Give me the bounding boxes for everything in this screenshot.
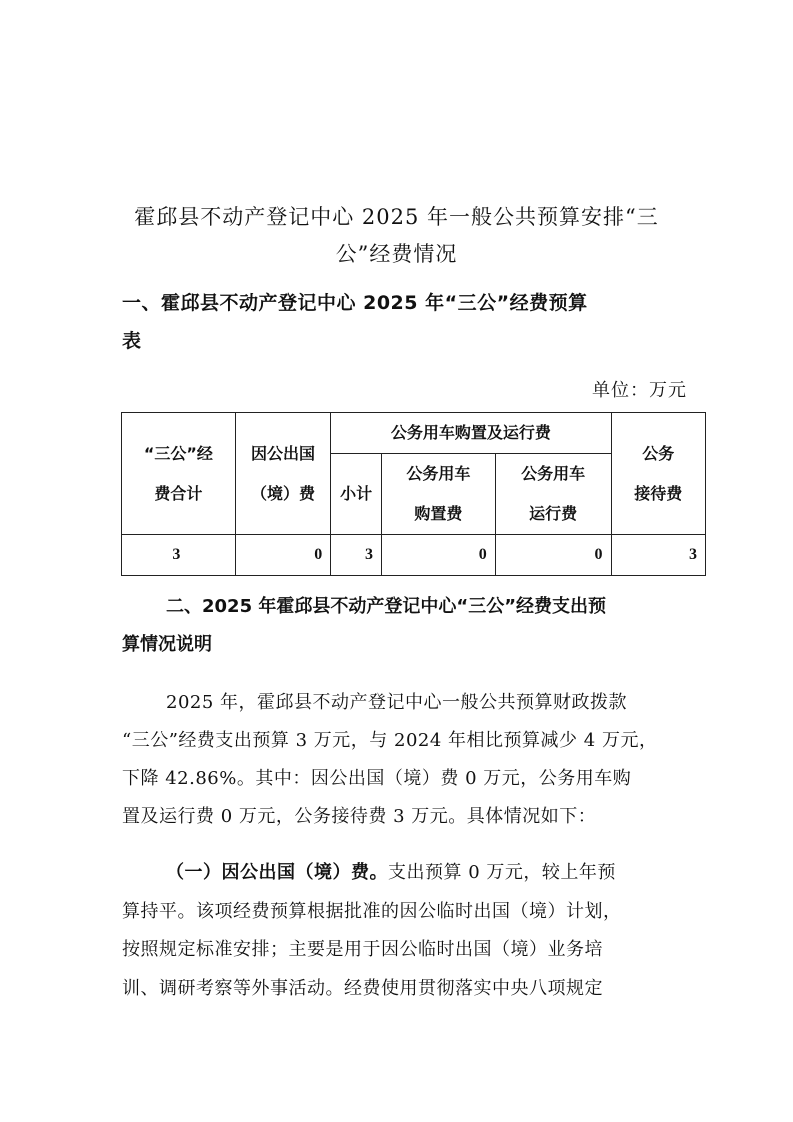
para1-line1: 2025 年，霍邱县不动产登记中心一般公共预算财政拨款 [166, 692, 628, 713]
header-car-buy-l2: 购置费 [414, 504, 463, 523]
header-car-buy-l1: 公务用车 [406, 464, 471, 483]
header-reception-l2: 接待费 [634, 483, 683, 503]
para2-line1 [166, 858, 616, 884]
header-reception-l1: 公务 [642, 443, 675, 463]
header-car-run [495, 454, 611, 535]
para2-bold-heading: （一）因公出国（境）费。 [166, 862, 388, 883]
para1-line2: “三公”经费支出预算 3 万元，与 2024 年相比预算减少 4 万元， [122, 730, 658, 751]
document-title-line2: 公”经费情况 [335, 242, 458, 266]
header-total-l2: 费合计 [154, 483, 203, 503]
para1-line4: 置及运行费 0 万元，公务接待费 3 万元。具体情况如下： [122, 806, 597, 827]
header-car-buy [382, 454, 496, 535]
header-subtotal: 小计 [331, 454, 382, 535]
document-title-line1: 霍邱县不动产登记中心 2025 年一般公共预算安排“三 [134, 205, 659, 229]
header-total [122, 413, 236, 535]
para2-line1-rest: 支出预算 0 万元，较上年预 [388, 862, 616, 883]
budget-table [121, 412, 706, 576]
cell-subtotal: 3 [331, 535, 382, 576]
table-row [122, 535, 706, 576]
para1-line3: 下降 42.86%。其中：因公出国（境）费 0 万元，公务用车购 [122, 768, 632, 789]
para2-line3: 按照规定标准安排；主要是用于因公临时出国（境）业务培 [122, 939, 603, 960]
section1-heading-cont: 表 [122, 330, 142, 352]
para2-line2: 算持平。该项经费预算根据批准的因公临时出国（境）计划， [122, 901, 622, 922]
header-abroad-l2: （境）费 [250, 483, 315, 503]
section1-heading: 一、霍邱县不动产登记中心 2025 年“三公”经费预算 [122, 292, 588, 314]
header-abroad [235, 413, 330, 535]
cell-abroad: 0 [235, 535, 330, 576]
header-car-run-l1: 公务用车 [521, 464, 586, 483]
cell-car-buy: 0 [382, 535, 496, 576]
header-car-group: 公务用车购置及运行费 [331, 413, 611, 454]
para2-line4: 训、调研考察等外事活动。经费使用贯彻落实中央八项规定 [122, 978, 603, 999]
unit-label: 单位：万元 [592, 380, 687, 401]
header-reception [611, 413, 705, 535]
header-car-run-l2: 运行费 [529, 504, 578, 523]
cell-car-run: 0 [495, 535, 611, 576]
cell-reception: 3 [611, 535, 705, 576]
header-total-l1: “三公”经 [143, 443, 213, 463]
header-abroad-l1: 因公出国 [250, 443, 315, 463]
cell-total: 3 [122, 535, 236, 576]
section2-heading-cont: 算情况说明 [122, 634, 212, 655]
table-header-row-1 [122, 413, 706, 454]
section2-heading: 二、2025 年霍邱县不动产登记中心“三公”经费支出预 [166, 596, 607, 617]
